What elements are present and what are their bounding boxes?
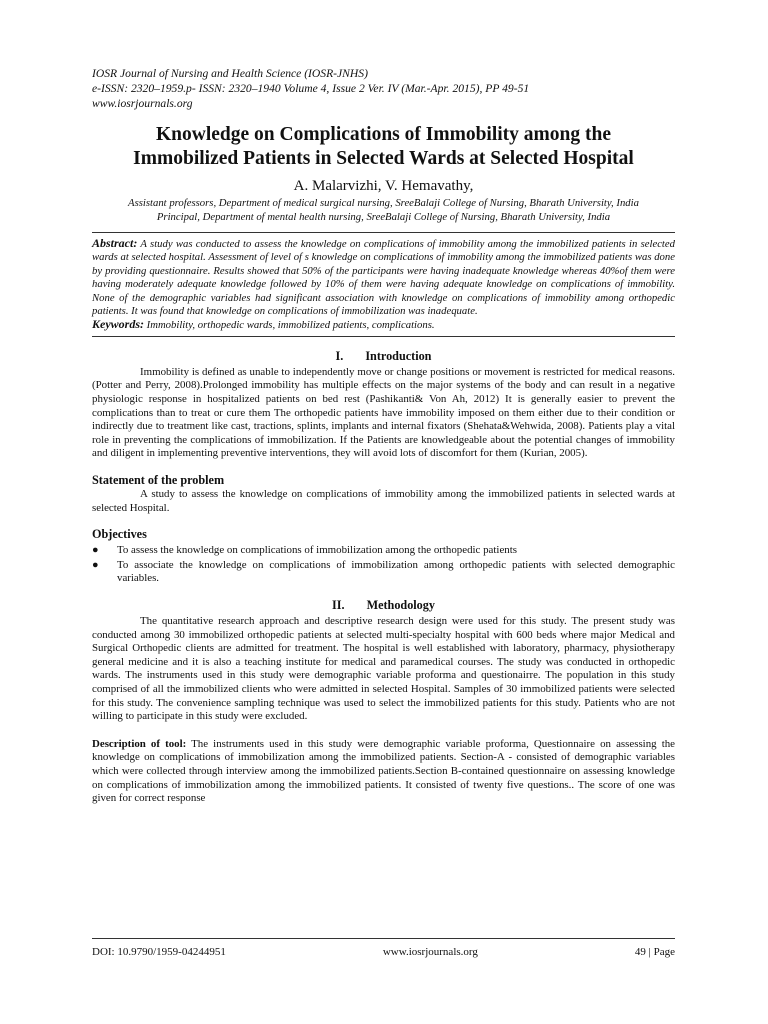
footer-website: www.iosrjournals.org bbox=[382, 946, 478, 958]
abstract-text: A study was conducted to assess the knowledge on complications of immobility among the immobilized patients in selected wards at selected hospital. Assessment of level of s knowledge on complications of immobility among the immobilized patients was done by providing questionnaire. Results showed that 50% of the participants were having inadequate knowledge whereas 40%of them were having moderately adequate knowledge followed by 10% of them were having adequate knowledge on complications of immobility. None of the demographic variables had significant association with knowledge on complications of immobility among orthopedic patients. It was found that knowledge on complications of immobilization was inadequate. bbox=[92, 238, 675, 318]
article-page bbox=[92, 66, 675, 806]
objective-text: To assess the knowledge on complications of immobilization among the orthopedic patients bbox=[117, 544, 517, 557]
methodology-paragraph: The quantitative research approach and descriptive research design were used for this study. The present study was conducted among 30 immobilized orthopedic patients at selected multi-specialty hospital with 600 beds where major Medical and Surgical Orthopedic clients are admitted for treatment. The hospital is well established with laboratory, pharmacy, physiotherapy general medicine and it is also a teaching institute for medical and paramedical courses. The study was conducted in orthopedic wards. The instruments used in this study were demographic variable proforma and questionairre. The population in this study comprised of all the immobilized clients who were admitted in selected Hospital. Samples of 30 immobilized patients were selected for this study. The convenience sampling technique was used to select the immobilized patients for this study. Patients who are not willing to participate in this study were excluded. bbox=[92, 614, 675, 723]
section-introduction-heading bbox=[92, 349, 675, 364]
section-title: Methodology bbox=[366, 597, 435, 612]
journal-name: IOSR Journal of Nursing and Health Science (IOSR-JNHS) bbox=[92, 67, 368, 80]
title-line-2: Immobilized Patients in Selected Wards at Selected Hospital bbox=[133, 148, 634, 169]
bullet-icon: ● bbox=[92, 558, 99, 571]
abstract-top-rule bbox=[92, 232, 675, 233]
statement-paragraph: A study to assess the knowledge on complications of immobility among the immobilized patients in selected wards at selected Hospital. bbox=[92, 488, 675, 514]
affiliation-2: Principal, Department of mental health nursing, SreeBalaji College of Nursing, Bharath University, India bbox=[156, 210, 611, 223]
section-number: I. bbox=[335, 348, 344, 363]
article-title bbox=[92, 123, 675, 171]
abstract bbox=[92, 237, 675, 318]
journal-website: www.iosrjournals.org bbox=[92, 97, 193, 110]
section-number: II. bbox=[332, 597, 345, 612]
keywords-label: Keywords: bbox=[92, 317, 144, 332]
keywords bbox=[92, 318, 675, 332]
statement-heading: Statement of the problem bbox=[92, 473, 225, 487]
introduction-paragraph: Immobility is defined as unable to independently move or change positions or movement is restricted for medical reasons. (Potter and Perry, 2008).Prolonged immobility has multiple effects on the major systems of the body and can result in a negative physiologic response in hospitalized patients on bed rest (Pashikanti& Von Ah, 2012) It is generally easier to prevent the complications than to treat or cure them The orthopedic patients have immobility imposed on them either due to their condition or indirectly due to treatment like cast, tractions, splints, implants and internal fixators (Shehata&Wehwida, 2008). Patients play a vital role in preventing the complications of immobilization. If the Patients are knowledgeable about the potential changes of immobility and diligent in implementing preventive interventions, they will avoid lots of discomfort for them (Kurian, 2005). bbox=[92, 365, 675, 460]
title-line-1: Knowledge on Complications of Immobility among the bbox=[155, 124, 611, 145]
objectives-list bbox=[92, 544, 675, 586]
section-title: Introduction bbox=[365, 348, 432, 363]
abstract-bottom-rule bbox=[92, 336, 675, 337]
tool-paragraph bbox=[92, 738, 675, 806]
keywords-text: Immobility, orthopedic wards, immobilized patients, complications. bbox=[144, 319, 435, 332]
tool-label: Description of tool: bbox=[92, 737, 187, 750]
objectives-heading: Objectives bbox=[92, 527, 147, 542]
bullet-icon: ● bbox=[92, 544, 99, 557]
section-methodology-heading bbox=[92, 598, 675, 613]
issn-line: e-ISSN: 2320–1959.p- ISSN: 2320–1940 Volume 4, Issue 2 Ver. IV (Mar.-Apr. 2015), PP 49-51 bbox=[92, 82, 530, 95]
footer-page-number: 49 | Page bbox=[634, 946, 675, 958]
objective-text: To associate the knowledge on complications of immobilization among orthopedic patients with selected demographic variables. bbox=[117, 558, 675, 585]
footer-doi: DOI: 10.9790/1959-04244951 bbox=[92, 946, 226, 958]
footer-rule bbox=[92, 938, 675, 939]
affiliation-1: Assistant professors, Department of medical surgical nursing, SreeBalaji College of Nursing, Bharath University, India bbox=[128, 197, 639, 209]
page-footer bbox=[92, 938, 675, 959]
list-item bbox=[92, 544, 675, 558]
abstract-label: Abstract: bbox=[92, 236, 138, 250]
list-item bbox=[92, 559, 675, 586]
tool-text: The instruments used in this study were demographic variable proforma, Questionnaire on assessing the knowledge on complications of immobilization among the immobilized patients. Section-A - consisted of demographic variables which were collected through interview among the immobilized patients.Section B-contained questionnaire on assessing knowledge on complications of immobilization among the immobilized patients. It consisted of twenty five questions.. The score of one was given for correct response bbox=[92, 737, 675, 805]
authors: A. Malarvizhi, V. Hemavathy, bbox=[293, 178, 474, 194]
